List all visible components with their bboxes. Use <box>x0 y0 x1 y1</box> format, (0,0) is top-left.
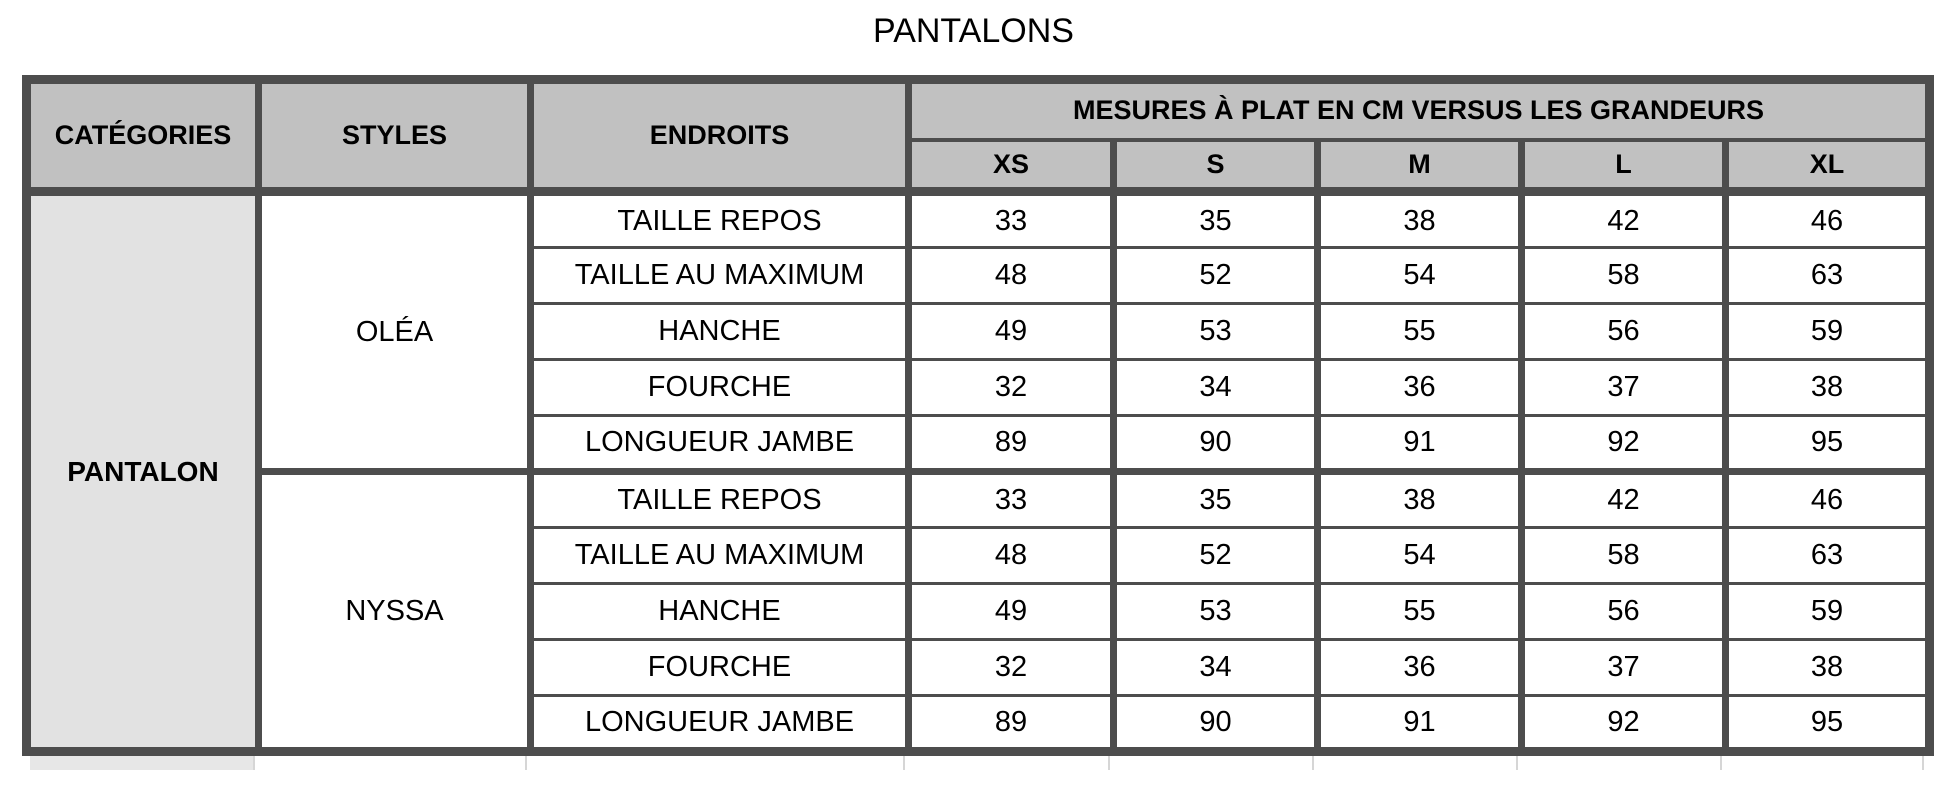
value-cell[interactable]: 35 <box>1114 472 1318 528</box>
gridline <box>253 756 255 770</box>
gridline <box>1516 756 1518 770</box>
header-size-l[interactable]: L <box>1522 140 1726 192</box>
value-cell[interactable]: 95 <box>1726 696 1930 752</box>
style-cell-nyssa[interactable]: NYSSA <box>259 472 531 752</box>
value-cell[interactable]: 53 <box>1114 584 1318 640</box>
value-cell[interactable]: 37 <box>1522 640 1726 696</box>
value-cell[interactable]: 36 <box>1318 360 1522 416</box>
value-cell[interactable]: 53 <box>1114 304 1318 360</box>
measure-label-cell[interactable]: HANCHE <box>531 304 909 360</box>
value-cell[interactable]: 52 <box>1114 248 1318 304</box>
measure-label-cell[interactable]: TAILLE AU MAXIMUM <box>531 528 909 584</box>
measure-label-cell[interactable]: TAILLE AU MAXIMUM <box>531 248 909 304</box>
value-cell[interactable]: 91 <box>1318 696 1522 752</box>
header-measures-group[interactable]: MESURES À PLAT EN CM VERSUS LES GRANDEURS <box>909 80 1930 140</box>
value-cell[interactable]: 63 <box>1726 528 1930 584</box>
value-cell[interactable]: 46 <box>1726 192 1930 248</box>
value-cell[interactable]: 49 <box>909 584 1114 640</box>
value-cell[interactable]: 95 <box>1726 416 1930 472</box>
value-cell[interactable]: 38 <box>1726 640 1930 696</box>
value-cell[interactable]: 89 <box>909 696 1114 752</box>
value-cell[interactable]: 58 <box>1522 248 1726 304</box>
gridline <box>1108 756 1110 770</box>
value-cell[interactable]: 34 <box>1114 360 1318 416</box>
value-cell[interactable]: 90 <box>1114 416 1318 472</box>
style-cell-olea[interactable]: OLÉA <box>259 192 531 472</box>
gridline <box>1312 756 1314 770</box>
gridline <box>903 756 905 770</box>
size-table <box>22 75 1934 756</box>
table-row <box>27 472 1930 528</box>
value-cell[interactable]: 48 <box>909 248 1114 304</box>
value-cell[interactable]: 35 <box>1114 192 1318 248</box>
value-cell[interactable]: 37 <box>1522 360 1726 416</box>
header-endroits[interactable]: ENDROITS <box>531 80 909 192</box>
value-cell[interactable]: 92 <box>1522 696 1726 752</box>
page-title: PANTALONS <box>873 12 1074 50</box>
value-cell[interactable]: 56 <box>1522 304 1726 360</box>
gridline <box>1922 756 1924 770</box>
value-cell[interactable]: 89 <box>909 416 1114 472</box>
value-cell[interactable]: 55 <box>1318 584 1522 640</box>
value-cell[interactable]: 56 <box>1522 584 1726 640</box>
value-cell[interactable]: 54 <box>1318 248 1522 304</box>
measure-label-cell[interactable]: TAILLE REPOS <box>531 192 909 248</box>
value-cell[interactable]: 54 <box>1318 528 1522 584</box>
measure-label-cell[interactable]: FOURCHE <box>531 360 909 416</box>
value-cell[interactable]: 58 <box>1522 528 1726 584</box>
value-cell[interactable]: 49 <box>909 304 1114 360</box>
value-cell[interactable]: 46 <box>1726 472 1930 528</box>
value-cell[interactable]: 63 <box>1726 248 1930 304</box>
spreadsheet-gridline-strip <box>22 756 1925 770</box>
header-size-s[interactable]: S <box>1114 140 1318 192</box>
value-cell[interactable]: 34 <box>1114 640 1318 696</box>
header-size-xl[interactable]: XL <box>1726 140 1930 192</box>
value-cell[interactable]: 90 <box>1114 696 1318 752</box>
header-size-m[interactable]: M <box>1318 140 1522 192</box>
value-cell[interactable]: 33 <box>909 192 1114 248</box>
measure-label-cell[interactable]: HANCHE <box>531 584 909 640</box>
category-cell[interactable]: PANTALON <box>27 192 259 752</box>
value-cell[interactable]: 38 <box>1318 472 1522 528</box>
value-cell[interactable]: 92 <box>1522 416 1726 472</box>
value-cell[interactable]: 59 <box>1726 304 1930 360</box>
table-row <box>27 192 1930 248</box>
value-cell[interactable]: 42 <box>1522 192 1726 248</box>
size-table-container <box>22 75 1925 770</box>
header-size-xs[interactable]: XS <box>909 140 1114 192</box>
value-cell[interactable]: 33 <box>909 472 1114 528</box>
value-cell[interactable]: 59 <box>1726 584 1930 640</box>
measure-label-cell[interactable]: LONGUEUR JAMBE <box>531 696 909 752</box>
measure-label-cell[interactable]: FOURCHE <box>531 640 909 696</box>
header-row-main <box>27 80 1930 140</box>
value-cell[interactable]: 42 <box>1522 472 1726 528</box>
value-cell[interactable]: 32 <box>909 360 1114 416</box>
header-categories[interactable]: CATÉGORIES <box>27 80 259 192</box>
gridline <box>525 756 527 770</box>
value-cell[interactable]: 38 <box>1318 192 1522 248</box>
gridline <box>1720 756 1722 770</box>
value-cell[interactable]: 55 <box>1318 304 1522 360</box>
header-styles[interactable]: STYLES <box>259 80 531 192</box>
value-cell[interactable]: 32 <box>909 640 1114 696</box>
partial-category-cell <box>30 756 254 770</box>
measure-label-cell[interactable]: LONGUEUR JAMBE <box>531 416 909 472</box>
measure-label-cell[interactable]: TAILLE REPOS <box>531 472 909 528</box>
value-cell[interactable]: 48 <box>909 528 1114 584</box>
value-cell[interactable]: 52 <box>1114 528 1318 584</box>
value-cell[interactable]: 36 <box>1318 640 1522 696</box>
value-cell[interactable]: 38 <box>1726 360 1930 416</box>
value-cell[interactable]: 91 <box>1318 416 1522 472</box>
